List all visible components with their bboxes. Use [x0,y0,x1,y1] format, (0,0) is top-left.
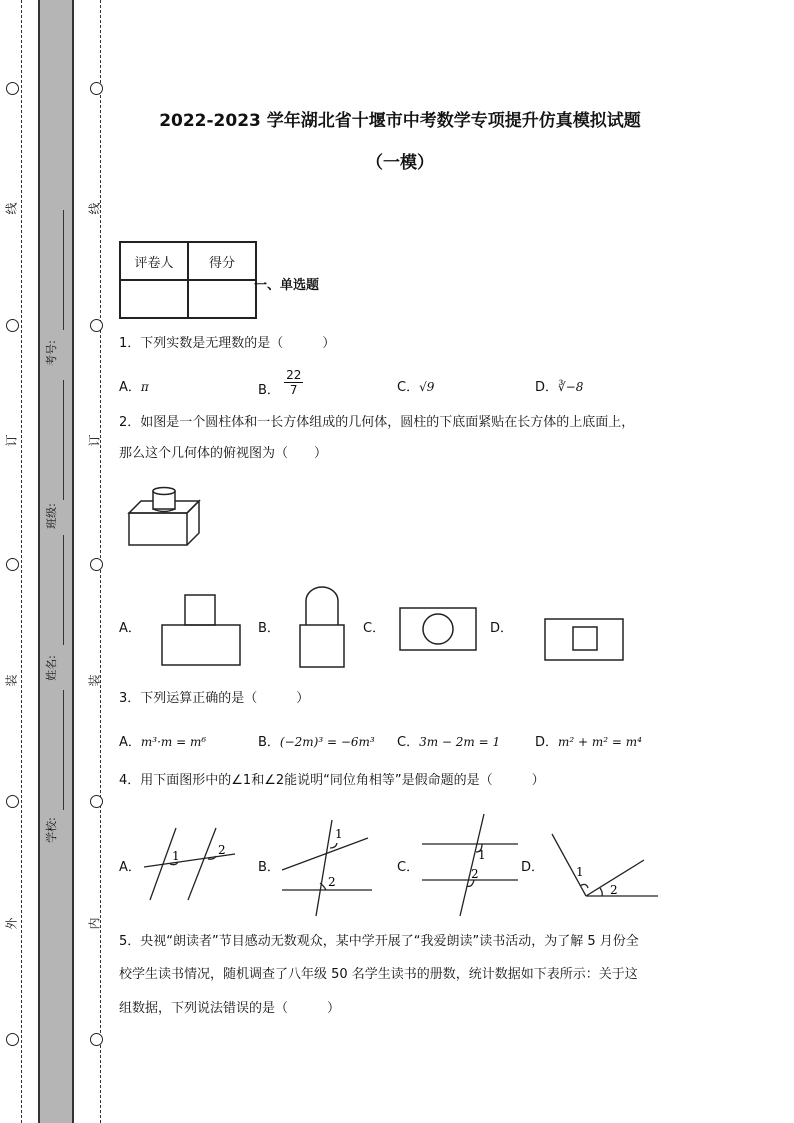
inner-char: 内 [87,917,102,930]
outer-cut-line [21,0,22,1123]
grader-cell[interactable] [120,280,188,318]
outer-char: 线 [4,202,19,215]
angle-1-label: 1 [478,848,486,862]
q2-option-a-figure[interactable] [160,593,242,668]
section-heading: 一、单选题 [254,278,320,293]
score-header: 得分 [188,242,256,280]
binding-hole [90,319,103,332]
score-table [119,241,257,319]
q2-option-b-label[interactable]: B． [258,621,280,636]
q2-solid-figure [125,485,205,550]
q3-option-d[interactable]: D．m² + m² = m⁴ [535,735,642,750]
question-1: 1．下列实数是无理数的是（ ） [119,336,336,351]
name-label: 姓名: [44,655,58,681]
q2-option-d-label[interactable]: D． [490,621,514,636]
school-label: 学校: [44,817,58,843]
q2-option-d-figure[interactable] [543,617,625,662]
question-5-line1: 5．央视“朗读者”节目感动无数观众，某中学开展了“我爱朗读”读书活动，为了解 5 月份全 [119,934,639,949]
outer-char: 装 [4,674,19,687]
outer-char: 订 [4,434,19,447]
q1-option-b[interactable]: B． $\frac{22}{7}$ [258,368,302,398]
inner-char: 订 [87,434,102,447]
q4-option-b-label[interactable]: B． [258,860,280,875]
binding-hole [90,558,103,571]
name-field[interactable] [63,535,64,645]
binding-hole [90,82,103,95]
exam-number-label: 考号: [44,340,58,366]
binding-hole [6,82,19,95]
question-5-line2: 校学生读书情况，随机调查了八年级 50 名学生读书的册数，统计数据如下表所示：关于这 [119,967,638,982]
q4-option-c-label[interactable]: C． [397,860,420,875]
question-5-line3: 组数据，下列说法错误的是（ ） [119,1001,341,1016]
q4-option-a-label[interactable]: A． [119,860,141,875]
q2-option-b-figure[interactable] [298,585,348,669]
q2-option-c-figure[interactable] [398,606,478,652]
angle-1-label: 1 [576,865,584,879]
exam-subtitle: （一模） [366,153,434,173]
q1-option-a[interactable]: A．π [119,380,149,395]
inner-char: 线 [87,202,102,215]
q3-option-a[interactable]: A．m³·m = m⁶ [119,735,207,750]
outer-char: 外 [4,917,19,930]
question-3: 3．下列运算正确的是（ ） [119,691,310,706]
angle-1-label: 1 [335,827,343,841]
binding-hole [6,795,19,808]
angle-2-label: 2 [328,875,336,889]
school-field[interactable] [63,690,64,810]
q2-option-a-label[interactable]: A． [119,621,141,636]
q4-option-c-figure[interactable] [420,812,520,918]
exam-number-field[interactable] [63,210,64,330]
grader-header: 评卷人 [120,242,188,280]
q4-option-a-figure[interactable] [140,826,240,902]
question-2-line2: 那么这个几何体的俯视图为（ ） [119,446,328,461]
q4-option-b-figure[interactable] [280,818,375,918]
question-4: 4．用下面图形中的∠1和∠2能说明“同位角相等”是假命题的是（ ） [119,773,545,788]
q3-option-b[interactable]: B．(−2m)³ = −6m³ [258,735,375,750]
score-cell[interactable] [188,280,256,318]
q3-option-c[interactable]: C．3m − 2m = 1 [397,735,501,750]
inner-char: 装 [87,674,102,687]
binding-hole [6,319,19,332]
class-field[interactable] [63,380,64,500]
angle-2-label: 2 [610,883,618,897]
binding-hole [6,1033,19,1046]
q4-option-d-label[interactable]: D． [521,860,545,875]
q4-option-d-figure[interactable] [548,830,660,902]
angle-2-label: 2 [218,843,226,857]
binding-hole [90,1033,103,1046]
angle-1-label: 1 [172,849,180,863]
binding-hole [6,558,19,571]
binding-strip [38,0,74,1123]
q1-option-d[interactable]: D．∛−8 [535,380,584,395]
question-2-line1: 2．如图是一个圆柱体和一长方体组成的几何体，圆柱的下底面紧贴在长方体的上底面上， [119,415,635,430]
angle-2-label: 2 [471,867,479,881]
q1-option-c[interactable]: C．√9 [397,380,435,395]
q2-option-c-label[interactable]: C． [363,621,386,636]
exam-title: 2022-2023 学年湖北省十堰市中考数学专项提升仿真模拟试题 [159,111,641,131]
class-label: 班级: [44,503,58,529]
binding-hole [90,795,103,808]
